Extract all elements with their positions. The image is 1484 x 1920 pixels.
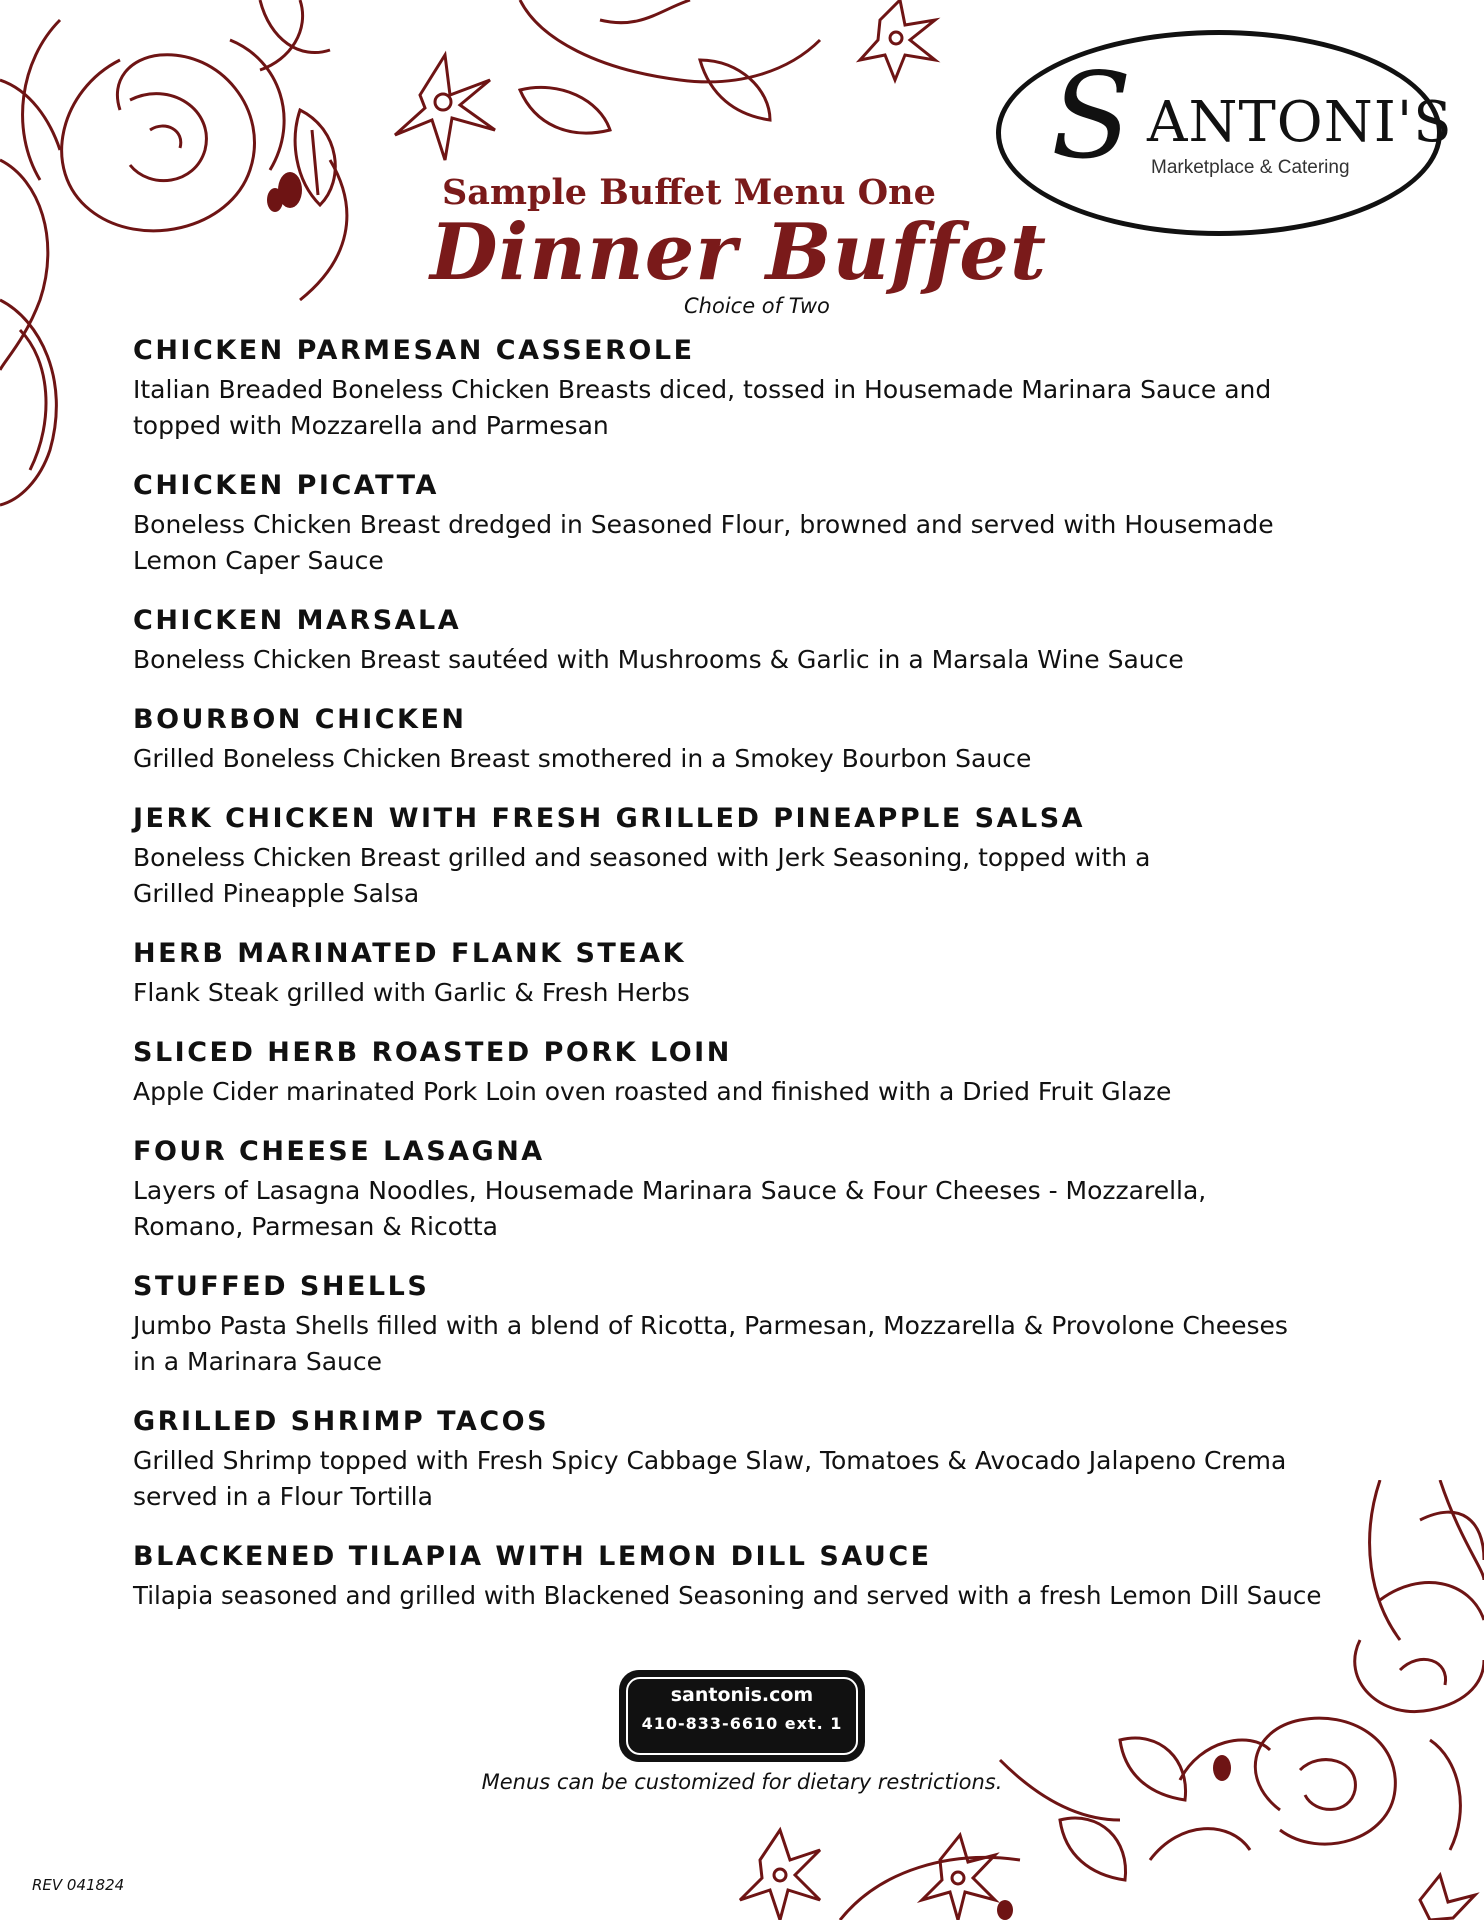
- menu-item-name: GRILLED SHRIMP TACOS: [133, 1406, 550, 1437]
- logo-name: ANTONI'S: [1147, 90, 1453, 155]
- menu-item: [133, 469, 1373, 579]
- menu-item-description: Tilapia seasoned and grilled with Blackened Seasoning and served with a fresh Lemon Dill Sauce: [133, 1581, 1322, 1610]
- menu-item-description: Grilled Shrimp topped with Fresh Spicy Cabbage Slaw, Tomatoes & Avocado Jalapeno Crema served in a Flour Tortilla: [133, 1446, 1287, 1511]
- menu-item-name: CHICKEN PARMESAN CASSEROLE: [133, 335, 695, 366]
- menu-item-name: SLICED HERB ROASTED PORK LOIN: [133, 1037, 732, 1068]
- menu-list: [133, 334, 1373, 1639]
- menu-item: [133, 1270, 1373, 1380]
- choice-note: Choice of Two: [684, 294, 830, 318]
- menu-item-name: BLACKENED TILAPIA WITH LEMON DILL SAUCE: [133, 1541, 932, 1572]
- menu-subtitle: Sample Buffet Menu One: [442, 172, 936, 213]
- phone-number[interactable]: 410-833-6610 ext. 1: [641, 1714, 843, 1733]
- menu-item-description: Boneless Chicken Breast sautéed with Mushrooms & Garlic in a Marsala Wine Sauce: [133, 645, 1184, 674]
- website-link[interactable]: santonis.com: [670, 1684, 814, 1706]
- menu-item-description: Layers of Lasagna Noodles, Housemade Marinara Sauce & Four Cheeses - Mozzarella, Romano, Parmesan & Ricotta: [133, 1176, 1207, 1241]
- menu-item-name: HERB MARINATED FLANK STEAK: [133, 938, 687, 969]
- dietary-note: Menus can be customized for dietary restrictions.: [481, 1770, 1003, 1794]
- menu-item-description: Apple Cider marinated Pork Loin oven roasted and finished with a Dried Fruit Glaze: [133, 1077, 1172, 1106]
- santonis-logo: [996, 30, 1453, 236]
- menu-item-name: CHICKEN MARSALA: [133, 605, 462, 636]
- menu-item-description: Boneless Chicken Breast dredged in Seasoned Flour, browned and served with Housemade Lemon Caper Sauce: [133, 510, 1274, 575]
- logo-tagline: Marketplace & Catering: [1151, 157, 1350, 178]
- menu-item: [133, 1036, 1373, 1110]
- menu-item-description: Boneless Chicken Breast grilled and seasoned with Jerk Seasoning, topped with a Grilled Pineapple Salsa: [133, 843, 1151, 908]
- menu-item: [133, 1135, 1373, 1245]
- menu-item: [133, 1405, 1373, 1515]
- menu-item: [133, 1540, 1373, 1614]
- menu-item-name: STUFFED SHELLS: [133, 1271, 430, 1302]
- menu-item-name: JERK CHICKEN WITH FRESH GRILLED PINEAPPLE SALSA: [133, 803, 1086, 834]
- menu-item-description: Italian Breaded Boneless Chicken Breasts diced, tossed in Housemade Marinara Sauce and topped with Mozzarella and Parmesan: [133, 375, 1272, 440]
- menu-item: [133, 334, 1373, 444]
- menu-item: [133, 604, 1373, 678]
- menu-item: [133, 937, 1373, 1011]
- menu-item-name: BOURBON CHICKEN: [133, 704, 467, 735]
- logo-script-letter: S: [1051, 47, 1132, 185]
- page-title: Dinner Buffet: [430, 207, 1047, 298]
- revision-code: REV 041824: [32, 1876, 125, 1894]
- menu-item-name: FOUR CHEESE LASAGNA: [133, 1136, 545, 1167]
- menu-item-name: CHICKEN PICATTA: [133, 470, 439, 501]
- menu-item: [133, 802, 1373, 912]
- menu-item-description: Jumbo Pasta Shells filled with a blend of Ricotta, Parmesan, Mozzarella & Provolone Cheeses in a Marinara Sauce: [133, 1311, 1288, 1376]
- menu-item: [133, 703, 1373, 777]
- menu-item-description: Flank Steak grilled with Garlic & Fresh Herbs: [133, 978, 690, 1007]
- menu-item-description: Grilled Boneless Chicken Breast smothered in a Smokey Bourbon Sauce: [133, 744, 1032, 773]
- contact-badge: [619, 1670, 865, 1762]
